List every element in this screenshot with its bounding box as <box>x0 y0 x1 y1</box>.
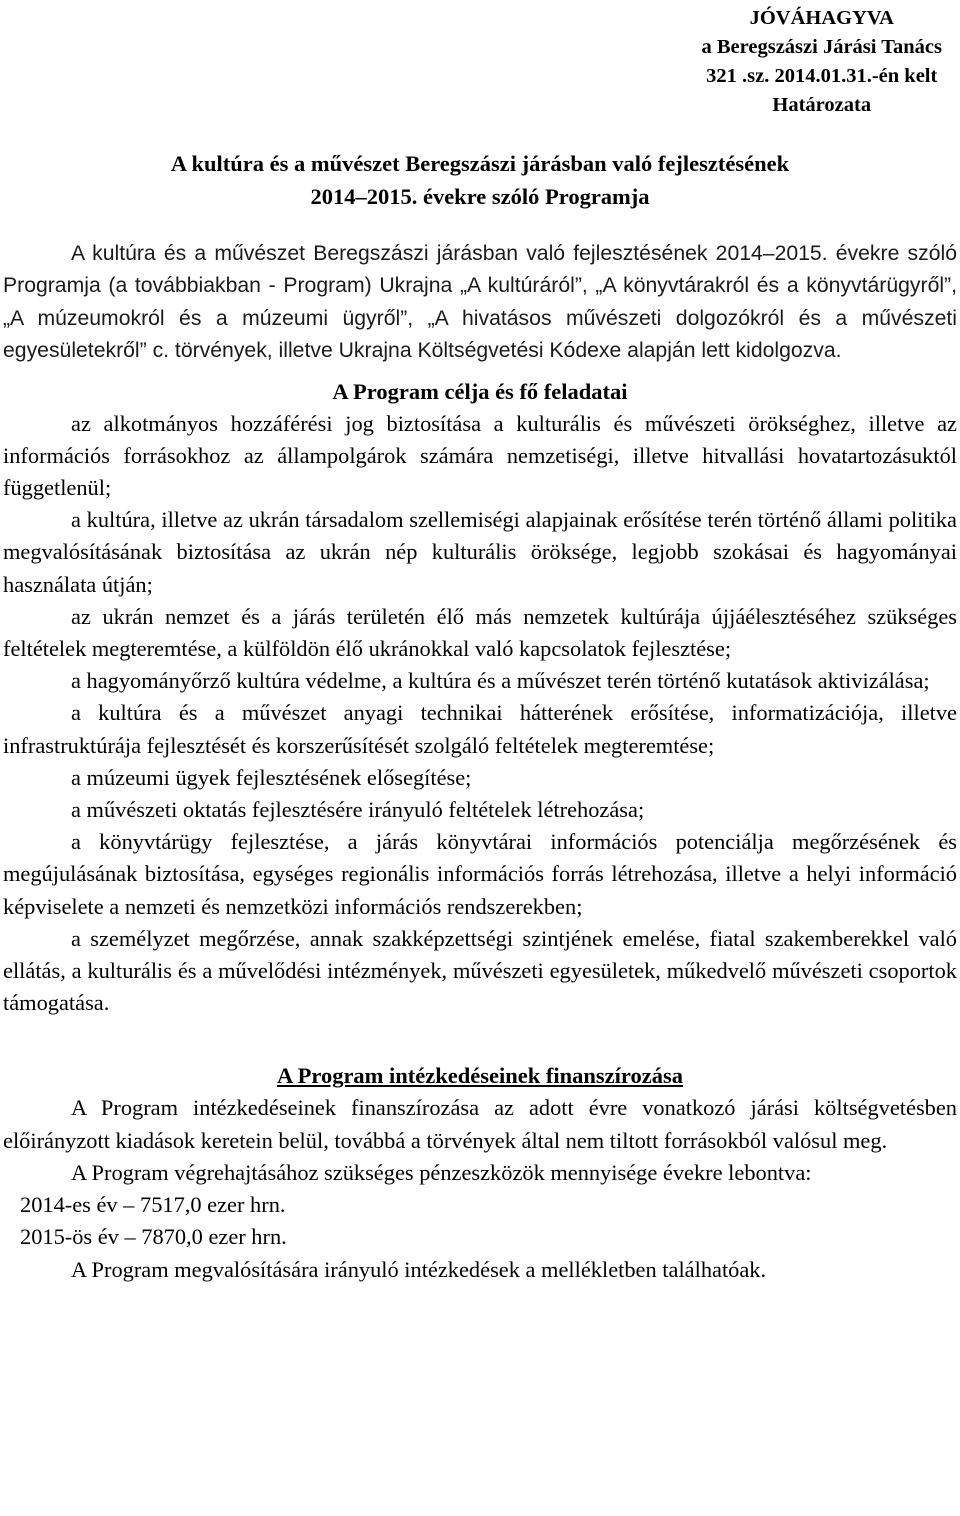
budget-2014: 2014-es év – 7517,0 ezer hrn. <box>20 1192 286 1218</box>
goal-item: a kultúra és a művészet anyagi technikai hátterének erősítése, informatizációja, illetve infrastruktúrája fejlesztését és korszerűsítését szolgáló feltételek megteremtése; <box>3 700 957 758</box>
finance-paragraph-1: A Program intézkedéseinek finanszírozása az adott évre vonatkozó járási költségvetésben előirányzott kiadások keretein belül, továbbá a törvények által nem tiltott forrásokból valósul meg. <box>3 1095 957 1153</box>
approval-decision-label: Határozata <box>772 94 872 116</box>
title-line-2: 2014–2015. évekre szóló Programja <box>310 184 650 209</box>
document-title <box>0 147 960 213</box>
title-line-1: A kultúra és a művészet Beregszászi járásban való fejlesztésének <box>170 151 790 176</box>
approval-block <box>702 4 943 120</box>
approval-council: a Beregszászi Járási Tanács <box>701 36 942 58</box>
goal-item: a hagyományőrző kultúra védelme, a kultúra és a művészet terén történő kutatások aktivizálása; <box>71 668 930 694</box>
goals-heading: A Program célja és fő feladatai <box>332 378 628 404</box>
intro-paragraph: A kultúra és a művészet Beregszászi járásban való fejlesztésének 2014–2015. évekre szóló Programja (a továbbiakban - Program) Ukrajna „A kultúráról”, „A könyvtárakról és a könyvtárügyről”, „A múzeumokról és a múzeumi ügyről”, „A hivatásos művészeti dolgozókról és a művészeti egyesületekről” c. törvények, illetve Ukrajna Költségvetési Kódexe alapján lett kidolgozva. <box>3 242 957 363</box>
document-body <box>3 238 957 1286</box>
goal-item: a kultúra, illetve az ukrán társadalom szellemiségi alapjainak erősítése terén történő állami politika megvalósításának biztosítása az ukrán nép kulturális öröksége, legjobb szokásai és hagyományai használata útján; <box>3 507 957 597</box>
goal-item: az alkotmányos hozzáférési jog biztosítása a kulturális és művészeti örökséghez, illetve az információs forrásokhoz az állampolgárok számára nemzetiségi, illetve hitvallási hovatartozásuktól függetlenül; <box>3 410 957 501</box>
goal-item: az ukrán nemzet és a járás területén élő más nemzetek kultúrája újjáélesztéséhez szükséges feltételek megteremtése, a külföldön élő ukránokkal való kapcsolatok fejlesztése; <box>3 603 957 662</box>
finance-paragraph-2: A Program végrehajtásához szükséges pénzeszközök mennyisége évekre lebontva: <box>71 1159 812 1185</box>
goal-item: a művészeti oktatás fejlesztésére irányuló feltételek létrehozása; <box>71 797 645 823</box>
goal-item: a személyzet megőrzése, annak szakképzettségi szintjének emelése, fiatal szakemberekkel való ellátás, a kulturális és a művelődési intézmények, művészeti egyesületek, műkedvelő művészeti csoportok támogatása. <box>3 925 957 1016</box>
approval-heading: JÓVÁHAGYVA <box>749 7 894 29</box>
budget-2015: 2015-ös év – 7870,0 ezer hrn. <box>20 1224 287 1250</box>
closing-paragraph: A Program megvalósítására irányuló intézkedések a mellékletben találhatóak. <box>71 1256 767 1282</box>
goal-item: a könyvtárügy fejlesztése, a járás könyvtárai információs potenciálja megőrzésének és megújulásának biztosítása, egységes regionális információs forrás létrehozása, illetve a helyi információ képviselete a nemzeti és nemzetközi információs rendszerekben; <box>3 829 957 919</box>
approval-decision-number: 321 .sz. 2014.01.31.-én kelt <box>706 65 938 87</box>
finance-heading: A Program intézkedéseinek finanszírozása <box>276 1063 683 1089</box>
goal-item: a múzeumi ügyek fejlesztésének elősegítése; <box>71 764 472 790</box>
